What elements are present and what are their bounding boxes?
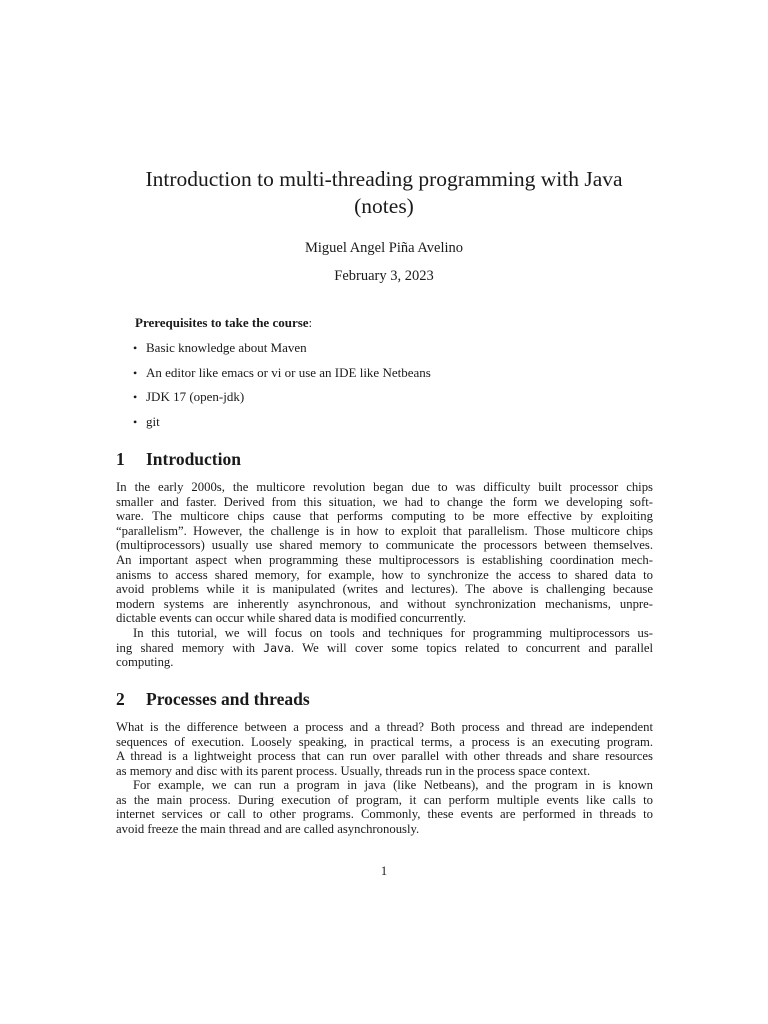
section-number: 2	[116, 689, 125, 709]
prerequisites-heading-colon: :	[308, 315, 313, 330]
paragraph-line: as memory and disc with its parent process. Usually, threads run in the process space context.	[116, 763, 591, 778]
text-run: ing shared memory with	[116, 640, 255, 655]
list-item-text: git	[146, 413, 160, 429]
prerequisites-heading	[135, 315, 312, 331]
section-title: Introduction	[146, 449, 241, 469]
paragraph-line: A thread is a lightweight process that can run over parallel with other threads and share resources	[116, 749, 653, 764]
paragraph-line: “parallelism”. However, the challenge is in how to exploit that parallelism. Those multicore chips	[116, 523, 653, 538]
paragraph-line: as the main process. During execution of program, it can perform multiple events like calls to	[116, 792, 653, 807]
list-item	[133, 340, 431, 365]
paragraph-line: In this tutorial, we will focus on tools and techniques for programming multiprocessors us-	[133, 626, 653, 640]
document-title	[100, 166, 668, 220]
list-item	[133, 389, 431, 414]
bullet-icon: •	[133, 341, 138, 355]
paragraph-line: internet services or call to other programs. Commonly, these events are performed in threads to	[116, 807, 653, 822]
title-line-1: Introduction to multi-threading programming with Java	[145, 167, 623, 191]
section-heading-introduction	[116, 449, 241, 470]
text-run: . We will cover some topics related to concurrent and parallel	[290, 640, 653, 655]
paragraph-line: avoid freeze the main thread and are called asynchronously.	[116, 821, 420, 836]
prerequisites-heading-text: Prerequisites to take the course	[135, 315, 309, 330]
author-name: Miguel Angel Piña Avelino	[304, 240, 463, 256]
section-title: Processes and threads	[146, 689, 310, 709]
paragraph	[116, 480, 653, 626]
paragraph-line: sequences of execution. Loosely speaking, in practical terms, a process is an executing program.	[116, 734, 653, 749]
list-item	[133, 414, 431, 439]
bullet-icon: •	[133, 390, 138, 404]
paragraph-line: modern systems are inherently asynchronous, and without synchronization mechanisms, unpre-	[116, 596, 653, 611]
list-item-text: An editor like emacs or vi or use an IDE like Netbeans	[146, 364, 431, 380]
paragraph-line: What is the difference between a process and a thread? Both process and thread are independent	[116, 720, 653, 734]
list-item-text: Basic knowledge about Maven	[146, 340, 307, 355]
paragraph-line: smaller and faster. Derived from this situation, we had to change the form we developing soft-	[116, 494, 653, 509]
paragraph	[116, 778, 653, 836]
code-java: Java	[263, 640, 291, 655]
paragraph	[116, 720, 653, 778]
bullet-icon: •	[133, 414, 138, 429]
paragraph-line: anisms to access shared memory, for example, how to synchronize the access to shared data to	[116, 567, 653, 582]
paragraph-line: avoid problems while it is manipulated (writes and lectures). The above is challenging because	[116, 582, 653, 597]
paragraph-line: computing.	[116, 655, 174, 670]
paragraph-line	[116, 641, 653, 656]
paragraph-line: In the early 2000s, the multicore revolution began due to was difficulty built processor chips	[116, 480, 653, 494]
paragraph-line: ware. The multicore chips cause that performs computing to be more effective by exploiting	[116, 509, 653, 524]
page-number: 1	[380, 864, 388, 878]
bullet-icon: •	[133, 365, 138, 380]
paragraph-line: (multiprocessors) usually use shared memory to communicate the processors between themselves.	[116, 538, 653, 553]
paragraph-line: An important aspect when programming these multiprocessors is establishing coordination mech-	[116, 552, 653, 567]
list-item	[133, 365, 431, 390]
paragraph	[116, 626, 653, 670]
paragraph-line: For example, we can run a program in java (like Netbeans), and the program in is known	[133, 778, 653, 792]
list-item-text: JDK 17 (open-jdk)	[146, 389, 245, 404]
title-line-2: (notes)	[354, 194, 414, 218]
paragraph-line: dictable events can occur while shared data is modified concurrently.	[116, 611, 467, 626]
document-date: February 3, 2023	[334, 268, 434, 284]
section-number: 1	[116, 449, 125, 469]
section-heading-processes-and-threads	[116, 689, 310, 710]
prerequisites-list	[133, 340, 431, 438]
